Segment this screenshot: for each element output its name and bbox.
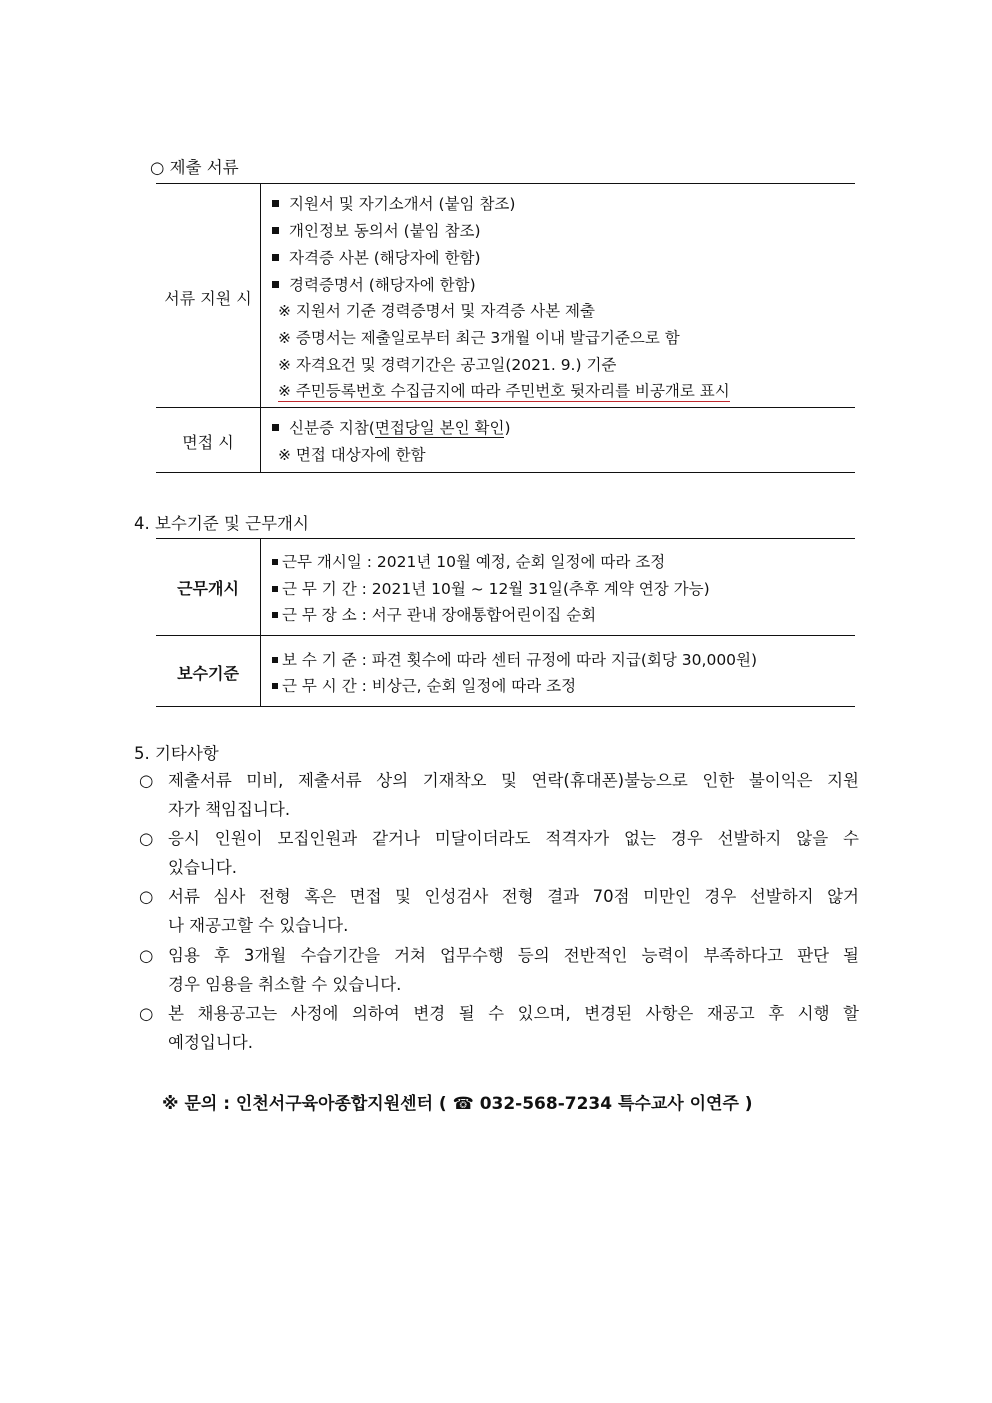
docs-application-items	[272, 190, 852, 405]
note-item: ※ 자격요건 및 경력기간은 공고일(2021. 9.) 기준	[278, 356, 617, 374]
list-item: 경력증명서 (해당자에 한함)	[272, 273, 476, 295]
list-item: ○ 임용 후 3개월 수습기간을 거쳐 업무수행 등의 전반적인 능력이 부족하다고 판단 될 경우 임용을 취소할 수 있습니다.	[139, 941, 859, 999]
section4-title: 4. 보수기준 및 근무개시	[134, 514, 309, 533]
list-item: ○ 본 채용공고는 사정에 의하여 변경 될 수 있으며, 변경된 사항은 재공고 후 시행 할 예정입니다.	[139, 999, 859, 1057]
bullet-icon	[272, 227, 279, 234]
list-item: 근 무 기 간 : 2021년 10월 ~ 12월 31일(추후 계약 연장 가능)	[272, 577, 710, 599]
docs-section-title: ○ 제출 서류	[150, 158, 239, 177]
list-item: 근 무 장 소 : 서구 관내 장애통합어린이집 순회	[272, 603, 596, 625]
docs-row-label-application: 서류 지원 시	[164, 289, 252, 308]
pay-table-column-divider	[260, 538, 261, 707]
list-item: 개인정보 동의서 (붙임 참조)	[272, 219, 481, 241]
list-item: 자격증 사본 (해당자에 한함)	[272, 246, 481, 268]
note-item: ※ 면접 대상자에 한함	[278, 446, 426, 464]
docs-table-column-divider	[260, 183, 261, 473]
list-item: 지원서 및 자기소개서 (붙임 참조)	[272, 192, 515, 214]
circle-bullet-icon: ○	[139, 1004, 154, 1023]
bullet-icon	[272, 254, 279, 261]
note-item-highlighted: ※ 주민등록번호 수집금지에 따라 주민번호 뒷자리를 비공개로 표시	[278, 382, 730, 400]
docs-interview-items	[272, 413, 852, 471]
pay-start-lines	[272, 548, 852, 632]
circle-bullet-icon: ○	[139, 946, 154, 965]
circle-bullet-icon: ○	[139, 829, 154, 848]
circle-bullet-icon: ○	[139, 887, 154, 906]
bullet-icon	[272, 281, 279, 288]
bullet-icon	[272, 559, 278, 565]
note-item: ※ 증명서는 제출일로부터 최근 3개월 이내 발급기준으로 함	[278, 329, 680, 347]
list-item: ○ 서류 심사 전형 혹은 면접 및 인성검사 전형 결과 70점 미만인 경우 선발하지 않거 나 재공고할 수 있습니다.	[139, 882, 859, 940]
docs-row-label-interview: 면접 시	[182, 433, 234, 452]
bullet-icon	[272, 612, 278, 618]
list-item: ○ 응시 인원이 모집인원과 같거나 미달이더라도 적격자가 없는 경우 선발하지 않을 수 있습니다.	[139, 824, 859, 882]
bullet-icon	[272, 200, 279, 207]
section5-title: 5. 기타사항	[134, 744, 219, 763]
bullet-icon	[272, 657, 278, 663]
contact-info: ※ 문의 : 인천서구육아종합지원센터 ( ☎ 032-568-7234 특수교사 이연주 )	[162, 1094, 753, 1114]
bullet-icon	[272, 683, 278, 689]
pay-salary-lines	[272, 646, 852, 704]
list-item: 근 무 시 간 : 비상근, 순회 일정에 따라 조정	[272, 674, 576, 696]
list-item: 보 수 기 준 : 파견 횟수에 따라 센터 규정에 따라 지급(회당 30,000원)	[272, 648, 757, 670]
pay-row-label-salary: 보수기준	[177, 664, 239, 683]
list-item: ○ 제출서류 미비, 제출서류 상의 기재착오 및 연락(휴대폰)불능으로 인한 불이익은 지원 자가 책임집니다.	[139, 766, 859, 824]
list-item: 신분증 지참(면접당일 본인 확인)	[272, 416, 511, 438]
bullet-icon	[272, 424, 279, 431]
note-item: ※ 지원서 기준 경력증명서 및 자격증 사본 제출	[278, 302, 595, 320]
pay-row-label-start: 근무개시	[177, 579, 239, 598]
list-item: 근무 개시일 : 2021년 10월 예정, 순회 일정에 따라 조정	[272, 550, 665, 572]
circle-bullet-icon: ○	[139, 771, 154, 790]
bullet-icon	[272, 586, 278, 592]
